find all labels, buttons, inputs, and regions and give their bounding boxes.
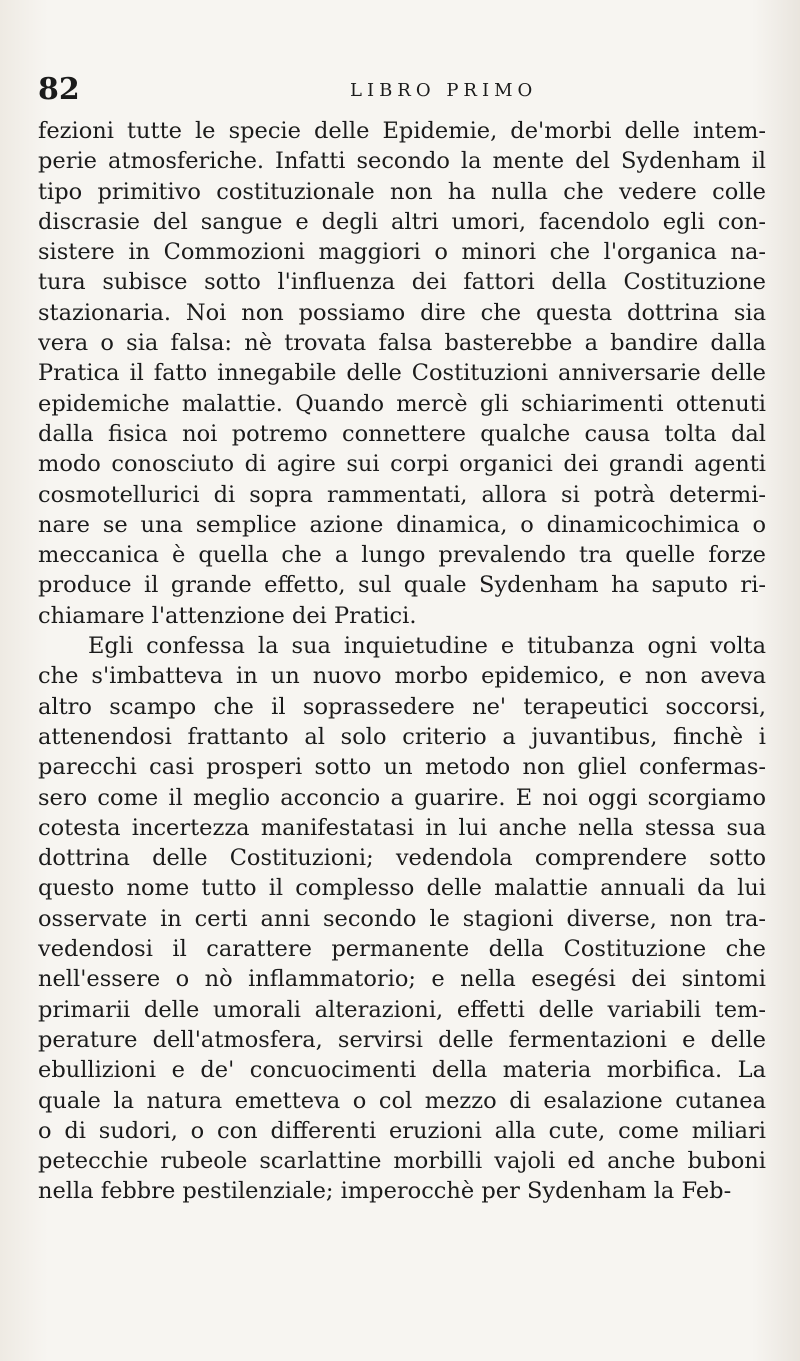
text-line: petecchie rubeole scarlattine morbilli vajoli ed anche buboni [38,1148,766,1175]
text-line: produce il grande effetto, sul quale Sydenham ha saputo ri- [38,572,766,599]
text-line: chiamare l'attenzione dei Pratici. [38,602,417,629]
paragraph [38,116,766,631]
text-line: quale la natura emetteva o col mezzo di esalazione cutanea [38,1087,766,1114]
text-line: discrasie del sangue e degli altri umori, facendolo egli con- [38,208,766,235]
page-number: 82 [38,72,80,107]
text-line: attenendosi frattanto al solo criterio a juvantibus, finchè i [38,723,766,750]
text-line: altro scampo che il soprassedere ne' terapeutici soccorsi, [38,693,766,720]
text-line: nell'essere o nò inflammatorio; e nella esegési dei sintomi [38,966,766,993]
text-line: osservate in certi anni secondo le stagioni diverse, non tra- [38,905,766,932]
text-line: cotesta incertezza manifestatasi in lui anche nella stessa sua [38,814,766,841]
text-line: sero come il meglio acconcio a guarire. E noi oggi scorgiamo [38,784,766,811]
text-line: tura subisce sotto l'influenza dei fattori della Costituzione [38,269,766,296]
text-line: meccanica è quella che a lungo prevalendo tra quelle forze [38,542,766,569]
text-line: sistere in Commozioni maggiori o minori che l'organica na- [38,239,766,266]
text-line: che s'imbatteva in un nuovo morbo epidemico, e non aveva [38,663,766,690]
text-line: vera o sia falsa: nè trovata falsa basterebbe a bandire dalla [38,330,766,357]
text-line: fezioni tutte le specie delle Epidemie, de'morbi delle intem- [38,118,766,144]
text-line: parecchi casi prosperi sotto un metodo non gliel confermas- [38,754,766,781]
running-head: LIBRO PRIMO [350,80,538,101]
text-line: dottrina delle Costituzioni; vedendola comprendere sotto [38,845,766,872]
text-line: o di sudori, o con differenti eruzioni alla cute, come miliari [38,1117,766,1144]
text-line: Pratica il fatto innegabile delle Costituzioni anniversarie delle [38,360,766,387]
text-line: cosmotellurici di sopra rammentati, allora si potrà determi- [38,481,766,508]
text-line: ebullizioni e de' concuocimenti della materia morbifica. La [38,1057,766,1084]
text-line: nare se una semplice azione dinamica, o dinamicochimica o [38,511,766,538]
body-text [38,116,766,1207]
paragraph [38,631,766,1207]
text-line: tipo primitivo costituzionale non ha nulla che vedere colle [38,178,766,205]
text-line: nella febbre pestilenziale; imperocchè per Sydenham la Feb- [38,1178,732,1205]
page-header [38,72,768,108]
text-line: questo nome tutto il complesso delle malattie annuali da lui [38,875,766,902]
text-line: primarii delle umorali alterazioni, effetti delle variabili tem- [38,996,766,1023]
text-line: dalla fisica noi potremo connettere qualche causa tolta dal [38,420,766,447]
text-line: perie atmosferiche. Infatti secondo la mente del Sydenham il [38,148,766,175]
text-line: Egli confessa la sua inquietudine e titubanza ogni volta [88,633,766,660]
text-line: modo conosciuto di agire sui corpi organici dei grandi agenti [38,451,766,478]
text-line: stazionaria. Noi non possiamo dire che questa dottrina sia [38,299,766,326]
text-line: epidemiche malattie. Quando mercè gli schiarimenti ottenuti [38,390,766,417]
text-line: vedendosi il carattere permanente della Costituzione che [38,936,766,963]
text-line: perature dell'atmosfera, servirsi delle fermentazioni e delle [38,1026,766,1053]
